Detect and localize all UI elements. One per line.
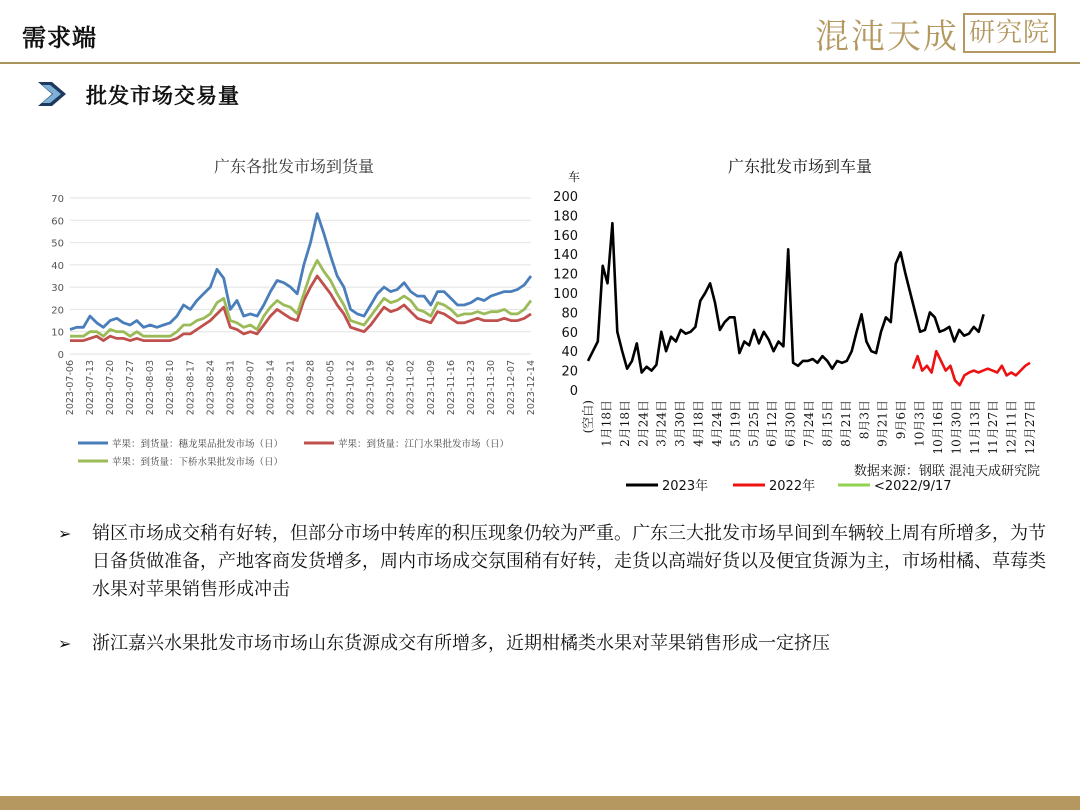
y-tick-label: 60 [51,216,64,228]
bullet-list [58,520,1048,684]
chart-guangdong-arrivals [36,148,546,478]
x-tick-label: 2月24日 [636,400,651,447]
x-tick-label: 11月13日 [967,400,982,455]
chart-title: 广东各批发市场到货量 [213,157,375,176]
x-tick-label: 10月3日 [912,400,927,447]
x-tick-label: (空白) [581,400,595,434]
x-tick-label: 2023-12-14 [526,360,537,416]
bullet-text: 浙江嘉兴水果批发市场市场山东货源成交有所增多，近期柑橘类水果对苹果销售形成一定挤压 [92,633,830,654]
y-tick-label: 200 [553,190,578,205]
y-tick-label: 60 [561,325,578,341]
bullet-item [58,630,1048,658]
x-tick-label: 2023-10-26 [385,360,397,416]
page-title: 需求端 [22,23,97,52]
x-tick-label: 2023-10-12 [345,360,357,416]
x-tick-label: 3月24日 [654,400,669,447]
x-tick-label: 9月21日 [875,400,890,447]
x-tick-label: 6月12日 [765,400,780,447]
x-tick-label: 12月11日 [1004,400,1019,455]
legend-label: 苹果：到货量：穗龙果品批发市场（日） [112,439,284,450]
x-tick-label: 2023-11-02 [405,360,417,416]
x-tick-label: 2023-09-21 [285,360,297,416]
x-tick-label: 2023-09-14 [265,360,277,416]
x-tick-label: 2023-11-09 [425,360,437,416]
chevron-right-icon [36,80,70,108]
y-tick-label: 70 [51,194,64,205]
logo-box: 研究院 [963,13,1056,53]
y-tick-label: 0 [569,384,578,399]
series-line-2022 [913,351,1030,385]
x-tick-label: 3月30日 [673,400,688,447]
y-tick-label: 180 [553,209,578,225]
y-tick-label: 140 [553,248,578,264]
x-tick-label: 2023-11-30 [485,360,497,416]
x-tick-label: 6月30日 [783,400,798,447]
x-tick-label: 2023-11-16 [445,360,457,416]
legend-label: 苹果：到货量：下桥水果批发市场（日） [112,457,284,468]
y-tick-label: 40 [51,260,64,272]
x-tick-label: 2023-10-05 [325,360,337,416]
x-tick-label: 2023-08-31 [225,360,237,416]
x-tick-label: 11月27日 [986,400,1001,455]
logo-text: 混沌天成 [814,16,959,57]
legend-label: 2022年 [769,479,816,493]
section-title: 批发市场交易量 [86,83,240,108]
x-tick-label: 2023-07-06 [65,360,76,416]
x-tick-label: 7月24日 [802,400,816,447]
series-line-2023 [588,223,984,372]
arrow-bullet-icon: ➢ [58,634,72,653]
x-tick-label: 8月3日 [857,400,872,440]
x-tick-label: 2023-08-03 [145,360,157,416]
x-tick-label: 2023-12-07 [505,360,517,416]
x-tick-label: 8月15日 [820,400,835,447]
x-tick-label: 5月19日 [728,400,743,447]
arrow-bullet-icon: ➢ [58,524,72,543]
x-tick-label: 4月24日 [709,400,724,447]
x-tick-label: 2023-08-24 [205,360,217,416]
chart-guangdong-trucks [548,148,1058,493]
y-tick-label: 80 [561,306,578,322]
y-axis-label: 车 [568,170,581,184]
legend-label: 2023年 [662,479,709,493]
y-tick-label: 120 [553,267,578,283]
x-tick-label: 2023-09-07 [245,360,257,416]
y-tick-label: 10 [51,327,64,339]
source-note: 数据来源：钢联 混沌天成研究院 [853,464,1040,479]
y-tick-label: 100 [553,287,578,302]
chart-title: 广东批发市场到车量 [727,157,873,176]
x-tick-label: 2023-10-19 [365,360,377,416]
x-tick-label: 2月18日 [617,400,632,447]
x-tick-label: 2023-07-20 [105,360,117,416]
x-tick-label: 12月27日 [1023,400,1037,455]
x-tick-label: 5月25日 [746,400,761,447]
x-tick-label: 2023-11-23 [465,360,477,416]
footer-bar [0,796,1080,810]
y-tick-label: 0 [57,350,64,361]
x-tick-label: 2023-08-17 [185,360,197,416]
x-tick-label: 2023-07-13 [85,360,97,416]
x-tick-label: 4月18日 [691,400,706,447]
bullet-text: 销区市场成交稍有好转，但部分市场中转库的积压现象仍较为严重。广东三大批发市场早间到车辆较上周有所增多，为节日备货做准备，产地客商发货增多，周内市场成交氛围稍有好转，走货以高端好货以及便宜货源为主，市场柑橘、草莓类水果对苹果销售形成冲击 [92,523,1046,600]
company-logo [814,12,1056,57]
y-tick-label: 50 [51,238,64,250]
legend-label: <2022/9/17 [874,479,952,493]
x-tick-label: 10月16日 [930,400,945,455]
legend-label: 苹果：到货量：江门水果批发市场（日） [338,439,510,450]
y-tick-label: 40 [561,345,578,361]
y-tick-label: 20 [561,364,578,380]
y-tick-label: 20 [51,305,64,317]
x-tick-label: 1月18日 [599,400,614,447]
y-tick-label: 30 [51,283,64,295]
x-tick-label: 10月30日 [949,400,964,455]
x-tick-label: 2023-09-28 [305,360,317,416]
x-tick-label: 9月6日 [894,400,909,440]
x-tick-label: 2023-08-10 [165,360,177,416]
x-tick-label: 2023-07-27 [125,360,137,416]
y-tick-label: 160 [553,228,578,244]
x-tick-label: 8月21日 [838,400,853,447]
bullet-item [58,520,1048,604]
header-divider [0,62,1080,64]
